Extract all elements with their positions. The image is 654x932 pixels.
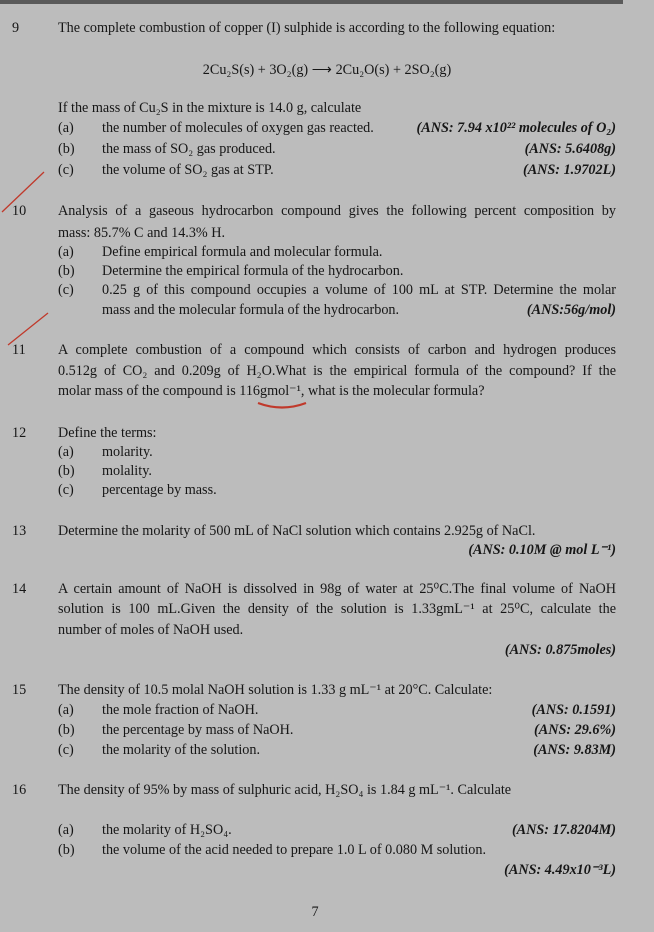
question-text: Analysis of a gaseous hydrocarbon compound gives the following percent composition by (58, 203, 616, 219)
part-text: 0.25 g of this compound occupies a volume of 100 mL at STP. Determine the molar (102, 282, 616, 298)
part-label: (b) (58, 463, 75, 479)
part-label: (b) (58, 842, 75, 858)
part-label: (c) (58, 282, 74, 298)
part-label: (a) (58, 444, 74, 460)
question-number: 15 (12, 682, 27, 698)
part-text: the percentage by mass of NaOH. (102, 722, 294, 738)
question-text: molar mass of the compound is 116gmol⁻¹, what is the molecular formula? (58, 383, 485, 399)
answer: (ANS: 0.875moles) (504, 642, 616, 658)
part-text: the volume of the acid needed to prepare 1.0 L of 0.080 M solution. (102, 842, 487, 858)
question-text: 0.512g of CO₂ and 0.209g of H₂O.What is the empirical formula of the compound? If the (58, 363, 616, 379)
question-number: 11 (12, 342, 26, 358)
question-number: 14 (12, 581, 27, 597)
question-number: 13 (12, 523, 27, 539)
question-number: 9 (12, 20, 20, 36)
part-label: (a) (58, 120, 74, 136)
part-label: (c) (58, 742, 74, 758)
part-text: the mass of SO₂ gas produced. (102, 141, 276, 157)
question-text: The complete combustion of copper (I) sulphide is according to the following equation: (58, 20, 556, 36)
answer: (ANS: 29.6%) (534, 722, 616, 738)
part-text: mass and the molecular formula of the hydrocarbon. (102, 302, 400, 318)
question-number: 16 (12, 782, 27, 798)
answer: (ANS:56g/mol) (526, 302, 616, 318)
part-label: (c) (58, 162, 74, 178)
question-text: Define the terms: (58, 425, 157, 441)
part-label: (b) (58, 263, 75, 279)
part-text: molality. (102, 463, 152, 479)
page-number: 7 (311, 904, 319, 920)
question-number: 12 (12, 425, 27, 441)
question-text: mass: 85.7% C and 14.3% H. (58, 225, 226, 241)
question-text: A certain amount of NaOH is dissolved in 98g of water at 25⁰C.The final volume of NaOH (58, 581, 616, 597)
answer: (ANS: 9.83M) (533, 742, 616, 758)
question-intro: If the mass of Cu₂S in the mixture is 14.0 g, calculate (58, 100, 362, 116)
pen-underline (258, 403, 306, 408)
part-text: the number of molecules of oxygen gas reacted. (102, 120, 374, 136)
part-label: (b) (58, 141, 75, 157)
part-text: the molarity of H₂SO₄. (102, 822, 232, 838)
question-text: number of moles of NaOH used. (58, 622, 244, 638)
answer: (ANS: 7.94 x10²² molecules of O₂) (416, 120, 616, 136)
part-text: the mole fraction of NaOH. (102, 702, 259, 718)
part-label: (a) (58, 244, 74, 260)
answer: (ANS: 1.9702L) (522, 162, 616, 178)
question-text: solution is 100 mL.Given the density of the solution is 1.33gmL⁻¹ at 25⁰C, calculate the (58, 601, 616, 617)
part-text: percentage by mass. (102, 482, 217, 498)
answer: (ANS: 0.1591) (531, 702, 616, 718)
question-text: Determine the molarity of 500 mL of NaCl solution which contains 2.925g of NaCl. (58, 523, 536, 539)
question-number: 10 (12, 203, 27, 219)
part-label: (a) (58, 822, 74, 838)
answer: (ANS: 5.6408g) (524, 141, 616, 157)
part-text: the molarity of the solution. (102, 742, 261, 758)
top-edge-bar (0, 0, 623, 4)
answer: (ANS: 17.8204M) (511, 822, 616, 838)
question-text: The density of 95% by mass of sulphuric acid, H₂SO₄ is 1.84 g mL⁻¹. Calculate (58, 782, 512, 798)
part-label: (a) (58, 702, 74, 718)
part-text: molarity. (102, 444, 153, 460)
chemical-equation: 2Cu₂S(s) + 3O₂(g) ⟶ 2Cu₂O(s) + 2SO₂(g) (202, 62, 452, 78)
question-text: The density of 10.5 molal NaOH solution is 1.33 g mL⁻¹ at 20°C. Calculate: (58, 682, 493, 698)
part-text: Define empirical formula and molecular formula. (102, 244, 383, 260)
part-text: the volume of SO₂ gas at STP. (102, 162, 274, 178)
part-label: (c) (58, 482, 74, 498)
answer: (ANS: 4.49x10⁻³L) (504, 862, 616, 878)
part-text: Determine the empirical formula of the hydrocarbon. (102, 263, 404, 279)
answer: (ANS: 0.10M @ mol L⁻¹) (468, 542, 616, 558)
question-text: A complete combustion of a compound which consists of carbon and hydrogen produces (58, 342, 616, 358)
part-label: (b) (58, 722, 75, 738)
